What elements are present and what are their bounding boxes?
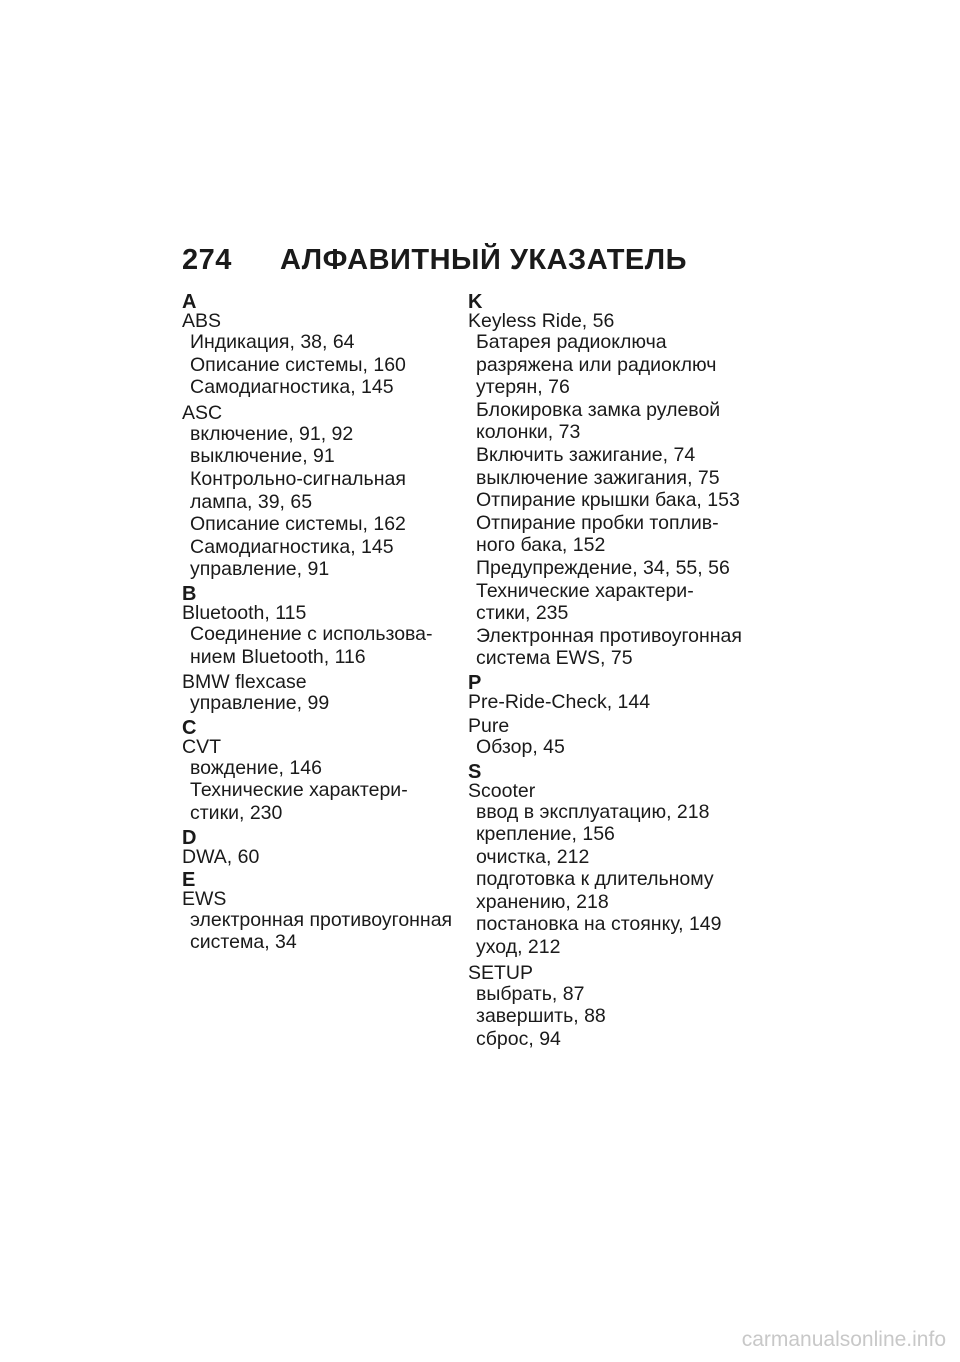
index-subentry: Обзор, 45 — [476, 735, 565, 758]
index-subentry: электронная противоугонная — [190, 908, 453, 931]
index-subentry: система, 34 — [190, 931, 297, 954]
index-entry — [468, 692, 748, 712]
index-subentry: Индикация, 38, 64 — [190, 331, 355, 353]
page-number: 274 — [182, 244, 232, 276]
index-subentries — [182, 909, 462, 954]
index-term: Bluetooth, 115 — [182, 601, 307, 624]
index-subentry: Описание системы, 160 — [190, 353, 406, 376]
index-entry — [182, 737, 462, 825]
index-subentry: хранению, 218 — [476, 890, 609, 913]
page-header — [182, 244, 687, 277]
watermark: carmanualsonline.info — [741, 1328, 946, 1351]
index-letter-heading: P — [468, 671, 482, 694]
index-subentries — [182, 623, 462, 668]
index-subentry: лампа, 39, 65 — [190, 490, 313, 513]
index-subentries — [468, 801, 748, 959]
index-subentry: управление, 91 — [190, 558, 330, 581]
index-column-right — [468, 293, 748, 1054]
index-group — [468, 671, 748, 759]
index-subentry: утерян, 76 — [476, 376, 570, 399]
index-term: SETUP — [468, 961, 534, 984]
index-term: ABS — [182, 310, 222, 332]
index-subentry: Батарея радиоключа — [476, 331, 667, 353]
index-entry — [182, 403, 462, 581]
index-entry — [182, 847, 462, 867]
index-subentry: Отпирание пробки топлив- — [476, 511, 719, 534]
index-term: BMW flexcase — [182, 671, 307, 694]
index-entry — [182, 672, 462, 715]
index-subentry: Электронная противоугонная — [476, 624, 742, 647]
index-entry — [182, 311, 462, 399]
index-subentries — [468, 736, 748, 759]
index-group — [468, 760, 748, 1051]
index-subentry: Предупреждение, 34, 55, 56 — [476, 556, 730, 579]
index-group — [182, 868, 462, 954]
index-letter-heading: A — [182, 291, 197, 313]
index-subentry: колонки, 73 — [476, 421, 581, 444]
index-term: Scooter — [468, 779, 536, 802]
index-subentry: включение, 91, 92 — [190, 422, 354, 445]
index-entry — [468, 963, 748, 1051]
index-subentry: Блокировка замка рулевой — [476, 398, 721, 421]
index-letter-heading: B — [182, 582, 197, 605]
index-subentry: нием Bluetooth, 116 — [190, 645, 366, 668]
index-subentry: система EWS, 75 — [476, 647, 633, 670]
index-subentry: Технические характери- — [190, 779, 408, 802]
index-subentries — [182, 331, 462, 399]
index-subentry: Отпирание крышки бака, 153 — [476, 489, 740, 512]
index-letter-heading: S — [468, 760, 482, 783]
index-subentry: постановка на стоянку, 149 — [476, 913, 722, 936]
index-subentry: выбрать, 87 — [476, 982, 585, 1005]
index-subentry: стики, 230 — [190, 801, 283, 824]
index-term: Pure — [468, 714, 510, 737]
index-subentry: сброс, 94 — [476, 1027, 561, 1050]
index-subentry: управление, 99 — [190, 692, 330, 715]
index-subentries — [182, 692, 462, 715]
index-subentry: Включить зажигание, 74 — [476, 443, 696, 466]
index-subentry: Самодиагностика, 145 — [190, 376, 394, 399]
index-term: ASC — [182, 401, 223, 424]
index-term: Pre-Ride-Check, 144 — [468, 690, 651, 713]
index-subentry: Контрольно-сигнальная — [190, 467, 406, 490]
index-subentry: разряжена или радиоключ — [476, 353, 717, 376]
index-subentries — [182, 423, 462, 581]
index-letter-heading: D — [182, 826, 197, 849]
index-subentry: выключение зажигания, 75 — [476, 466, 720, 489]
index-entry — [182, 889, 462, 954]
index-group — [182, 716, 462, 825]
index-subentries — [468, 983, 748, 1051]
index-letter-heading: C — [182, 716, 197, 739]
index-group — [468, 293, 748, 670]
index-subentry: уход, 212 — [476, 936, 561, 959]
index-term: DWA, 60 — [182, 845, 260, 868]
index-column-left — [182, 293, 462, 958]
index-subentry: подготовка к длительному — [476, 868, 714, 891]
index-subentry: очистка, 212 — [476, 845, 590, 868]
index-subentries — [468, 331, 748, 670]
index-term: CVT — [182, 735, 221, 758]
index-entry — [468, 781, 748, 959]
index-group — [182, 826, 462, 868]
index-subentry: стики, 235 — [476, 602, 569, 625]
index-letter-heading: K — [468, 291, 483, 313]
index-subentry: выключение, 91 — [190, 445, 335, 468]
page-title: АЛФАВИТНЫЙ УКАЗАТЕЛЬ — [280, 244, 687, 276]
index-subentry: ввод в эксплуатацию, 218 — [476, 800, 710, 823]
index-subentry: вождение, 146 — [190, 756, 322, 779]
index-term: EWS — [182, 887, 227, 910]
index-subentry: Самодиагностика, 145 — [190, 535, 394, 558]
index-subentry: крепление, 156 — [476, 823, 615, 846]
index-letter-heading: E — [182, 868, 196, 891]
index-term: Keyless Ride, 56 — [468, 310, 615, 332]
index-subentry: Описание системы, 162 — [190, 513, 406, 536]
index-subentry: ного бака, 152 — [476, 534, 606, 557]
index-entry — [468, 311, 748, 670]
index-group — [182, 293, 462, 581]
index-subentry: Соединение с использова- — [190, 622, 433, 645]
index-subentry: завершить, 88 — [476, 1005, 606, 1028]
index-subentry: Технические характери- — [476, 579, 694, 602]
index-entry — [468, 716, 748, 759]
index-subentries — [182, 757, 462, 825]
index-group — [182, 582, 462, 715]
index-entry — [182, 603, 462, 668]
